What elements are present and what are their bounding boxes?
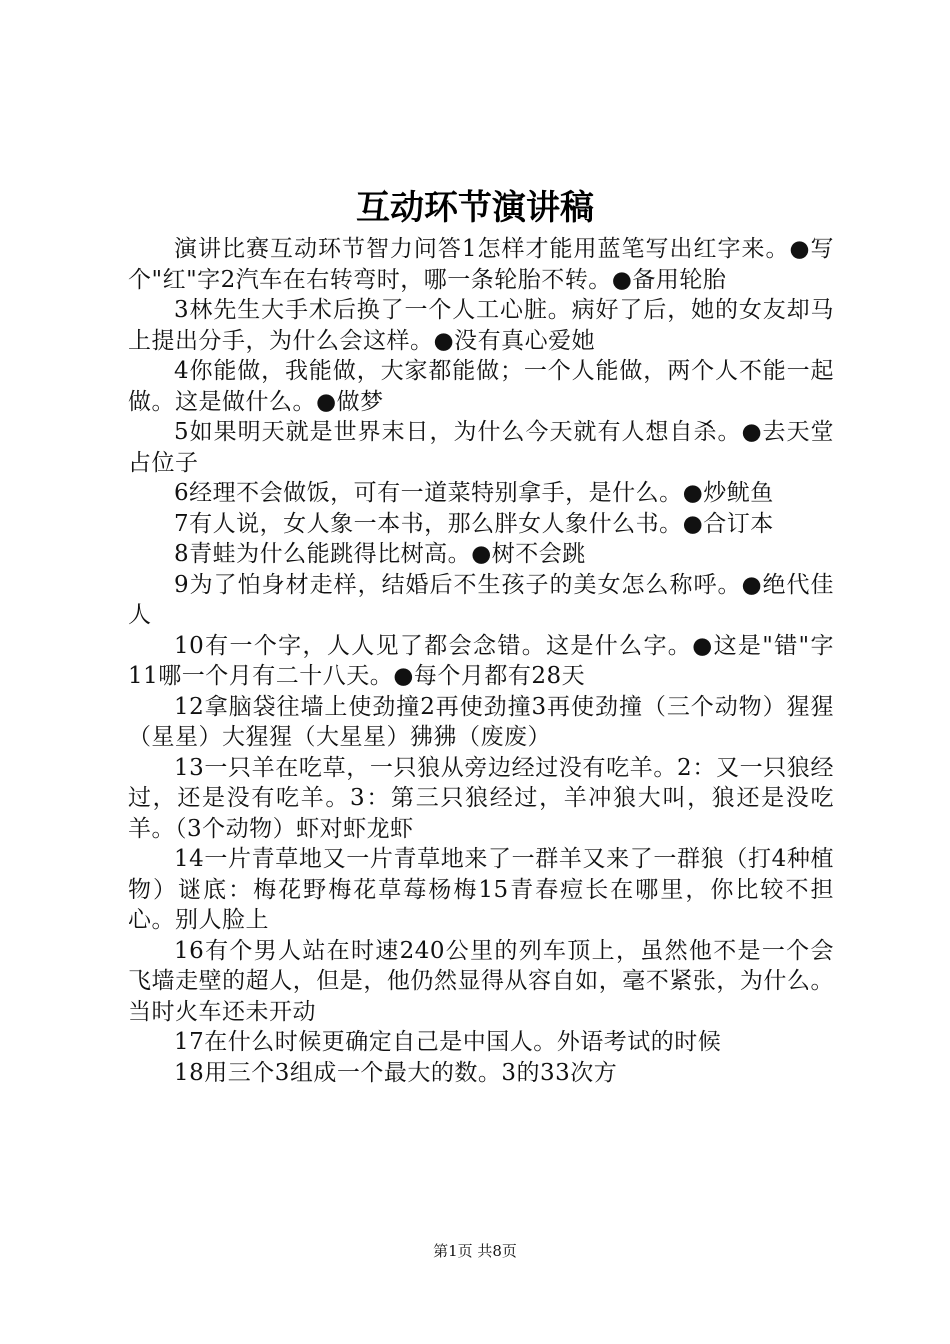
document-body [128, 234, 834, 1088]
paragraph: 10有一个字，人人见了都会念错。这是什么字。●这是"错"字11哪一个月有二十八天。●每个月都有28天 [128, 632, 834, 689]
page-footer: 第1页 共8页 [433, 1242, 517, 1260]
paragraph: 12拿脑袋往墙上使劲撞2再使劲撞3再使劲撞（三个动物）猩猩（星星）大猩猩（大星星）狒狒（废废） [128, 693, 834, 750]
paragraph: 6经理不会做饭，可有一道菜特别拿手，是什么。●炒鱿鱼 [174, 480, 774, 506]
paragraph: 13一只羊在吃草，一只狼从旁边经过没有吃羊。2：又一只狼经过，还是没有吃羊。3：第三只狼经过，羊冲狼大叫，狼还是没吃羊。（3个动物）虾对虾龙虾 [128, 754, 834, 842]
paragraph: 9为了怕身材走样，结婚后不生孩子的美女怎么称呼。●绝代佳人 [128, 571, 834, 628]
paragraph: 5如果明天就是世界末日，为什么今天就有人想自杀。●去天堂占位子 [128, 419, 834, 476]
paragraph: 3林先生大手术后换了一个人工心脏。病好了后，她的女友却马上提出分手，为什么会这样。●没有真心爱她 [128, 297, 834, 354]
paragraph: 演讲比赛互动环节智力问答1怎样才能用蓝笔写出红字来。●写个"红"字2汽车在右转弯时，哪一条轮胎不转。●备用轮胎 [128, 236, 834, 293]
paragraph: 14一片青草地又一片青草地来了一群羊又来了一群狼（打4种植物）谜底：梅花野梅花草莓杨梅15青春痘长在哪里，你比较不担心。别人脸上 [128, 846, 834, 933]
paragraph: 17在什么时候更确定自己是中国人。外语考试的时候 [174, 1029, 722, 1055]
paragraph: 16有个男人站在时速240公里的列车顶上，虽然他不是一个会飞墙走壁的超人，但是，他仍然显得从容自如，毫不紧张，为什么。当时火车还未开动 [128, 937, 834, 1025]
paragraph: 7有人说，女人象一本书，那么胖女人象什么书。●合订本 [174, 510, 774, 537]
paragraph: 18用三个3组成一个最大的数。3的33次方 [174, 1059, 618, 1086]
document-title: 互动环节演讲稿 [356, 188, 594, 228]
paragraph: 8青蛙为什么能跳得比树高。●树不会跳 [174, 541, 586, 567]
paragraph: 4你能做，我能做，大家都能做；一个人能做，两个人不能一起做。这是做什么。●做梦 [128, 358, 834, 415]
